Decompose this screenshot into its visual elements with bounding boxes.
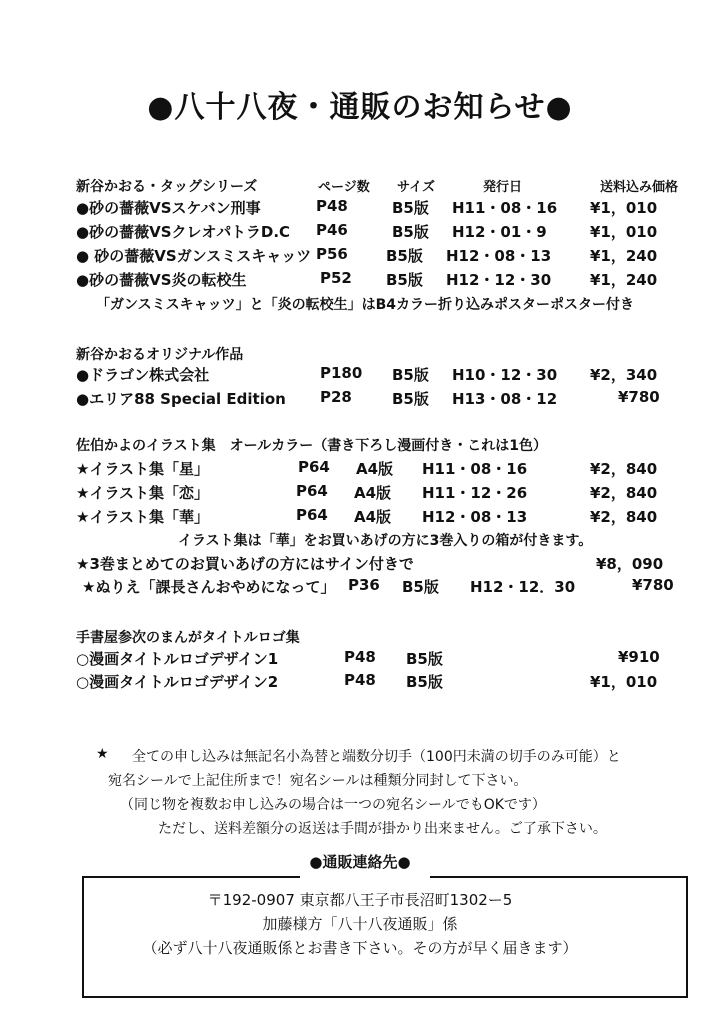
page-title: ●八十八夜・通販のお知らせ● [147, 90, 573, 125]
notes-line-2: 宛名シールで上記住所まで！宛名シールは種類分同封して下さい。 [108, 773, 528, 789]
tag-series-heading: 新谷かおる・タッグシリーズ [76, 179, 258, 195]
notes-line-1: 全ての申し込みは無記名小為替と端数分切手（100円未満の切手のみ可能）と [132, 749, 621, 765]
contact-address: 〒192-0907 東京都八王子市長沼町1302ー5 [207, 891, 513, 909]
notes-line-3: （同じ物を複数お申し込みの場合は一つの宛名シールでもOKです） [120, 797, 546, 813]
original-heading: 新谷かおるオリジナル作品 [76, 347, 244, 363]
list-item: ●砂の薔薇VS炎の転校生 P52 B5版 H12・12・30 ¥1，240 [76, 269, 658, 289]
notes-line-4: ただし、送料差額分の返送は手間が掛かり出来ません。ご了承下さい。 [158, 821, 607, 837]
list-item: ★ぬりえ「課長さんおやめになって」 P36 B5版 H12・12．30 ¥780 [82, 576, 674, 596]
list-item: ○漫画タイトルロゴデザイン1 P48 B5版 ¥910 [76, 648, 660, 668]
illust-box-note: イラスト集は「華」をお買いあげの方に3巻入りの箱が付きます。 [178, 533, 593, 549]
header-date: 発行日 [483, 180, 523, 195]
list-item: ★イラスト集「恋」 P64 A4版 H11・12・26 ¥2，840 [76, 482, 658, 502]
contact-remark: （必ず八十八夜通販係とお書き下さい。その方が早く届きます） [142, 939, 578, 957]
list-item: ● 砂の薔薇VSガンスミスキャッツ P56 B5版 H12・08・13 ¥1，240 [76, 245, 658, 265]
list-item: ○漫画タイトルロゴデザイン2 P48 B5版 ¥1，010 [76, 671, 658, 691]
illust-heading: 佐伯かよのイラスト集 オールカラー（書き下ろし漫画付き・これは1色） [76, 438, 548, 454]
tag-series-note: 「ガンスミスキャッツ」と「炎の転校生」はB4カラー折り込みポスターポスター付き [96, 297, 634, 313]
header-size: サイズ [397, 180, 435, 195]
contact-name: 加藤様方「八十八夜通販」係 [262, 915, 458, 933]
list-item: ★イラスト集「星」 P64 A4版 H11・08・16 ¥2，840 [76, 458, 658, 478]
list-item: ★イラスト集「華」 P64 A4版 H12・08・13 ¥2，840 [76, 506, 658, 526]
logo-heading: 手書屋参次のまんがタイトルロゴ集 [76, 630, 300, 646]
list-item: ●エリア88 Special Edition P28 B5版 H13・08・12 ¥780 [76, 388, 660, 408]
list-item: ●砂の薔薇VSスケバン刑事 P48 B5版 H11・08・16 ¥1，010 [76, 197, 658, 217]
list-item: ★3巻まとめてのお買いあげの方にはサイン付きで ¥8，090 [76, 555, 664, 573]
list-item: ●ドラゴン株式会社 P180 B5版 H10・12・30 ¥2，340 [76, 364, 658, 384]
contact-title: ●通販連絡先● [309, 853, 411, 871]
header-price: 送料込み価格 [600, 180, 679, 195]
notes-star: ★ [96, 746, 109, 762]
list-item: ●砂の薔薇VSクレオパトラD.C P46 B5版 H12・01・9 ¥1，010 [76, 221, 658, 241]
header-pages: ページ数 [318, 180, 370, 195]
